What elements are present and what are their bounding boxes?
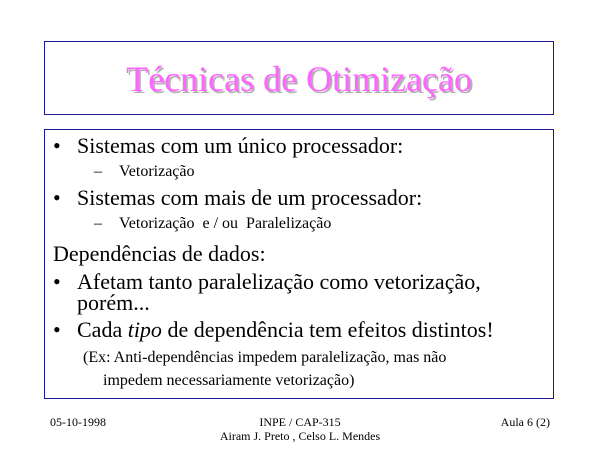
- slide-title: Técnicas de Otimização: [126, 59, 472, 99]
- dash-icon: –: [94, 215, 102, 232]
- sub-item-vectorization: Vetorização: [119, 163, 195, 180]
- dependencies-heading: Dependências de dados:: [53, 241, 266, 266]
- footer-page-number: Aula 6 (2): [500, 415, 550, 429]
- note-line1: (Ex: Anti-dependências impedem paralelização, mas não: [83, 349, 447, 366]
- dash-icon: –: [94, 163, 102, 180]
- footer-authors: Airam J. Preto , Celso L. Mendes: [219, 429, 381, 443]
- bullet-affect-both-line2: porém...: [77, 290, 150, 315]
- sub-item-vectorization-parallelization: Vetorização e / ou Paralelização: [119, 215, 332, 232]
- title-box: [44, 41, 554, 115]
- content-box: [44, 129, 554, 399]
- note-line2: impedem necessariamente vetorização): [103, 372, 355, 389]
- footer-date: 05-10-1998: [50, 415, 106, 429]
- bullet-affect-both-line1: Afetam tanto paralelização como vetorização,: [77, 269, 481, 294]
- bullet-icon: •: [53, 185, 61, 210]
- bullet-single-processor: Sistemas com um único processador:: [77, 133, 404, 158]
- bullet-multi-processor: Sistemas com mais de um processador:: [77, 185, 423, 210]
- bullet-each-type-pre: Cada: [77, 317, 128, 342]
- bullet-icon: •: [53, 317, 61, 342]
- bullet-each-type-post: de dependência tem efeitos distintos!: [161, 317, 494, 342]
- bullet-icon: •: [53, 269, 61, 294]
- footer-course: INPE / CAP-315: [259, 415, 341, 429]
- bullet-icon: •: [53, 133, 61, 158]
- emphasis-tipo: tipo: [127, 317, 162, 342]
- bullet-each-type: [77, 317, 494, 343]
